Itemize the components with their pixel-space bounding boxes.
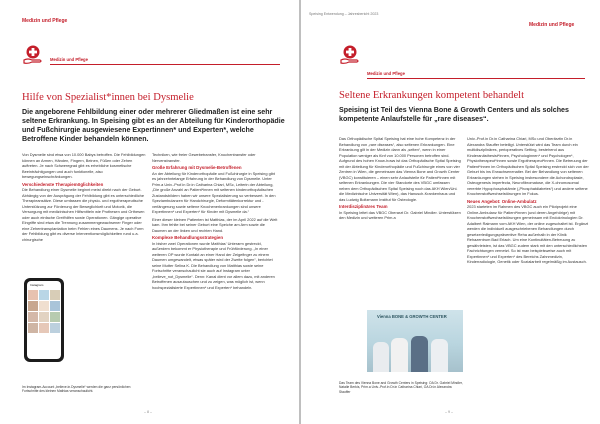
right-col2-body-1: Univ.-Prof.in Dr.in Catharina Chiari, MSc und Oberärztin Dr.in Alexandra Stauffer beteiligt. Unterstützt wird das Team durch ein multidisziplinäres, perioperatives Setting, bestehend aus Kinderanästhesist*innen, Psychologinnen* und Psychologen*, Physiotherapeut*innen sowie Ergotherapeut*innen. Die Betreuung der Patient*innen im Orthopädischen Spital Speising erstreckt sich von der Geburt bis ins Erwachsenenalter. Bei der Behandlung von seltenen Erkrankungen stehen in Speising insbesondere die Achondroplasie, Osteogenesis imperfecta, Neurofibromatose, die X-chromosomal vererbte Hypophosphatämie („Phosphatdiabetes“) und andere seltene Knochenstoffwechselstörungen im Fokus. bbox=[467, 136, 589, 196]
left-col2-body-2: Einer dieser kleinen Patienten ist Matthias, der im April 2022 auf die Welt kam. Ihm fehlte bei seiner Geburt eine Speiche am Arm sowie die Daumen an der linken und rechten Hand. bbox=[152, 216, 278, 233]
left-article-title: Hilfe von Spezialist*innen bei Dysmelie bbox=[22, 92, 194, 103]
right-column-2 bbox=[467, 136, 589, 406]
left-col2-body-3: In bisher zwei Operationen wurde Matthias' Unterarm gestreckt, außerdem bekommt er Physiotherapie und Frühförderung. „In einer weiteren OP wurde Kontakt an einer Hand der Zeigefinger zu einem Daumen umgewandelt, etwas später wird der Zweite folgen“, berichtet seine Mutter Selina K. Die Behandlung von Matthias sowie seine Fortschritte veranschaulicht sie auch auf Instagram unter „believe_not_Dysmelie“. Denn: Kanal dient vor allem dazu, mit anderen Betroffenen auszutauschen und zu zeigen, was möglich ist, wenn hochspezialisierte Expertinnen* und Experten* behandeln. bbox=[152, 240, 275, 290]
cross-hand-logo-icon bbox=[339, 44, 361, 66]
right-col2-body-2: 2023 starteten im Rahmen des VBGC auch ein Pilotprojekt eine Online-Ambulanz für Patient*innen (und deren Angehörige) mit Knochenstoffwechselstörungen gemeinsam mit Endokrinologien Dr. Adalbert Raimann vom AKH Wien, der online zugeschaltet ist. Ergänzt werden die individuell ausgeschriebenen Behandlungen durch gesetzerledigungspräventive Reha außerhalb in der Klinik Rehazentrum Bad Erlach. Um eine Kontinuitäten-Betreuung zu gewährleisten, ist das VBGC zudem stark mit den unterschiedlichsten Fachrichtungen vernetzt. So ist man beispielsweise auch mit Expertinnen* und Experten* des Bereichs Zahnmedizin, Kinderradiologie, Genetik oder Sozialarbeit regelmäßig im Austausch. bbox=[467, 204, 589, 265]
cross-hand-logo-icon bbox=[22, 44, 44, 66]
left-column-1 bbox=[22, 152, 146, 272]
right-header-meta: Speising Entwendung – Jahresbericht 2023 bbox=[309, 12, 379, 16]
team-member bbox=[411, 336, 428, 372]
vbgc-sign: Vienna BONE & GROWTH CENTER bbox=[377, 314, 447, 319]
team-member bbox=[373, 342, 389, 372]
right-column-1 bbox=[339, 136, 461, 308]
left-col2-subheading-1: Große Erfahrung mit Dysmelie-Betroffenen bbox=[152, 165, 242, 170]
instagram-phone-image bbox=[24, 278, 64, 362]
left-column-2 bbox=[152, 152, 280, 404]
left-category-badge: Medizin und Pflege bbox=[50, 57, 88, 62]
left-col2-intro: Techniken, wie freier Gewebetransfer, Knochentransfer oder Nervenstransfer. bbox=[152, 152, 256, 163]
left-section-label: Medizin und Pflege bbox=[22, 18, 68, 24]
left-col1-intro: Von Dysmelie sind etwa von 10.000 Babys betroffen. Die Fehlbildungen können an Armen, Händen, Fingern, Beinen, Füßen oder Zehen auftreten. Je nach Schweregrad gibt es erhebliche kosmetische Beeinträchtigungen und auch funktionelle, also bewegungseinschränkungen. bbox=[22, 152, 146, 179]
team-photo bbox=[367, 310, 463, 372]
right-col2-subheading: Neues Angebot: Online-Ambulatz bbox=[467, 198, 537, 204]
left-col2-subheading-2: Komplexe Behandlungsstrategien bbox=[152, 235, 223, 241]
right-page-number: – 9 – bbox=[445, 410, 453, 414]
instagram-bar-label: Instagram bbox=[30, 283, 44, 287]
left-image-caption: Im Instagram-Account „believe.in.Dysmelie“ werden die ganz persönlichen Fortschritte des kleinen Mathias veranschaulicht. bbox=[22, 385, 131, 394]
right-article-title: Seltene Erkrankungen kompetent behandelt bbox=[339, 90, 525, 101]
right-section-label: Medizin und Pflege bbox=[529, 22, 575, 28]
left-badge-rule bbox=[50, 64, 280, 65]
left-col1-body: Die Behandlung einer Dysmelie beginnt meist direkt nach der Geburt. Abhängig von der Ausprägung der Fehlbildung gibt es unterschiedliche Therapieansätze. Diese umfassen die physio- und ergotherapeutische Unterstützung zur Förderung der Beweglichkeit und Motorik, die Versorgung mit medizinischen Hilfsmitteln wie Prothesen und Orthesen oder auch einfache Greifhilfen sowie Operationen. Gängige operative Eingriffe sind etwa die Trennung zusammengewachsener Finger oder eine Zehentransplantation beim Fehlen eines Daumens. Je nach Form der Fehlbildung gibt es diverse Interventionsmöglichkeiten rund u.a. chirurgische bbox=[22, 187, 145, 242]
right-col1-body-1: Das Orthopädische Spital Speising hat eine hohe Kompetenz in der Behandlung von „rare diseases“, also seltenen Erkrankungen. Eine Erkrankung gilt in der Medizin dann als „selten“, wenn in einer Population weniger als fünf von 10.000 Personen betroffen sind. Aufgrund des hohen Know-hows ist das Orthopädische Spital Speising mit der Abteilung für Kinderorthopädie und Fußchirurgie eines von vier Zentren in Wien, die gemeinsam das Vienna Bone and Growth Center (VBGC) konstituieren – einen sehr Anlaufstelle für Patient*innen mit seltenen Erkrankungen. Die vier Standorte des VBGC umfassen neben dem Orthopädischen Spital Speising noch das AKH Wien/Uni. die Medizinische Universität Wien), das Hanusch-Krankenhaus und das Ludwig Boltzmann Institut für Osteologie. bbox=[339, 136, 461, 202]
right-badge-rule bbox=[367, 78, 585, 79]
team-member bbox=[431, 339, 448, 372]
right-col1-subheading: Interdisziplinäres Team bbox=[339, 204, 388, 209]
left-lead-paragraph: Die angeborene Fehlbildung einer oder mehrerer Gliedmaßen ist eine sehr seltene Erkrankung. In Speising gibt es an der Abteilung für Kinderorthopädie und Fußchirurgie ausgewiesene Expertinnen* und Experten*, welche Betroffene Kinder behandeln können. bbox=[22, 108, 285, 144]
left-column-1-wrap bbox=[68, 270, 146, 380]
left-page bbox=[0, 0, 299, 424]
right-col1-body-2: In Speising leitet das VBGC Oberarzt Dr. Gabriel Mindler. Unterstützen den Medizin und weiteren Prim.a bbox=[339, 209, 461, 221]
right-page bbox=[301, 0, 600, 424]
left-col1-subheading: Verschiedenste Therapiemöglichkeiten bbox=[22, 181, 104, 187]
instagram-grid bbox=[27, 289, 61, 334]
right-lead-paragraph: Speising ist Teil des Vienna Bone & Growth Centers und als solches kompetente Anlaufstelle für „rare diseases“. bbox=[339, 106, 569, 124]
right-category-badge: Medizin und Pflege bbox=[367, 71, 405, 76]
right-image-caption: Das Team des Vienna Bone and Growth Centers in Speising: OA Dr. Gabriel Mindler, Natalie Berkis, Prim.a Univ.-Prof.in Dr.in Catharina Chiari, OA Dr.in Alexandra Stauffer bbox=[339, 381, 463, 394]
left-page-number: – 8 – bbox=[144, 410, 152, 414]
team-member bbox=[391, 338, 408, 372]
left-col2-body-1: An der Abteilung für Kinderorthopädie und Fußchirurgie in Speising gibt es jahrzehntelange Erfahrung in der Behandlung von Dysmelie. Unter Prim.a Univ.-Prof.in Dr.in Catharina Chiari, MSc, Leiterin der Abteilung, „Die große Anzahl an Patient*innen mit seltenen kinderorthopädischen Zustandsbildern haben wir unsere Spezialisierung so verbessert. In den Speziambulanzen für Handchirurgie, Deformitätenkorrektur und -verlängerung sowie seltene Knochenerkrankungen sind unsere Expertinnen* und Experten* für Kinder mit Dysmelie da.“ bbox=[152, 170, 276, 215]
